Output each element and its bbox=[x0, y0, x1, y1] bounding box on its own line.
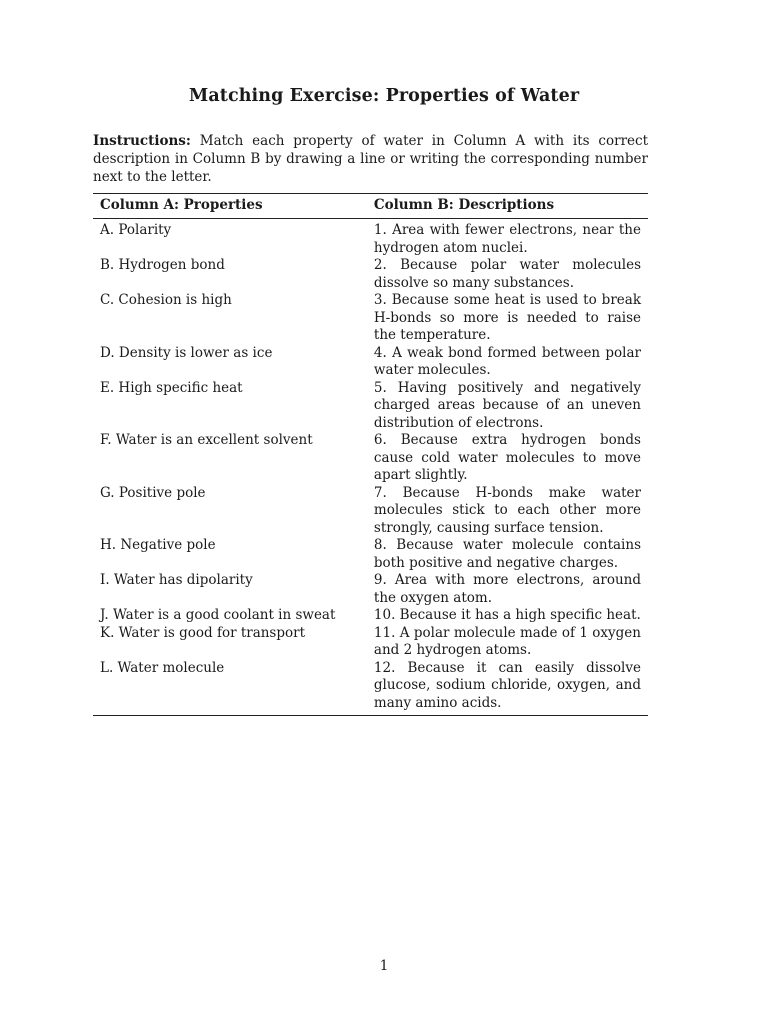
property-cell: F. Water is an excellent solvent bbox=[100, 432, 313, 448]
page-title: Matching Exercise: Properties of Water bbox=[188, 86, 580, 106]
page-number: 1 bbox=[379, 958, 389, 974]
property-cell: B. Hydrogen bond bbox=[100, 257, 225, 273]
property-cell: K. Water is good for transport bbox=[100, 624, 306, 641]
property-cell: C. Cohesion is high bbox=[100, 292, 232, 308]
description-cell: 7. Because H-bonds make water molecules stick to each other more strongly, causing surface tension. bbox=[373, 484, 641, 536]
description-cell: 11. A polar molecule made of 1 oxygen and 2 hydrogen atoms. bbox=[373, 624, 641, 658]
table-row bbox=[93, 485, 648, 538]
column-b-header: Column B: Descriptions bbox=[367, 194, 648, 219]
property-cell: L. Water molecule bbox=[100, 659, 225, 676]
table-row bbox=[93, 345, 648, 380]
table-row bbox=[93, 432, 648, 485]
matching-table bbox=[93, 193, 648, 716]
table-row bbox=[93, 219, 648, 258]
description-cell: 1. Area with fewer electrons, near the hydrogen atom nuclei. bbox=[373, 222, 641, 256]
description-cell: 8. Because water molecule contains both positive and negative charges. bbox=[373, 537, 641, 571]
description-cell: 3. Because some heat is used to break H-bonds so more is needed to raise the temperature. bbox=[373, 292, 641, 343]
property-cell: I. Water has dipolarity bbox=[100, 572, 253, 588]
table-row bbox=[93, 572, 648, 607]
table-row bbox=[93, 257, 648, 292]
property-cell: A. Polarity bbox=[100, 222, 172, 238]
table-row bbox=[93, 607, 648, 625]
description-cell: 6. Because extra hydrogen bonds cause cold water molecules to move apart slightly. bbox=[373, 432, 641, 483]
description-cell: 4. A weak bond formed between polar water molecules. bbox=[373, 344, 641, 378]
column-a-header: Column A: Properties bbox=[93, 194, 367, 219]
property-cell: H. Negative pole bbox=[100, 537, 216, 553]
instructions-label: Instructions: bbox=[93, 133, 191, 149]
instructions bbox=[93, 132, 648, 186]
description-cell: 9. Area with more electrons, around the oxygen atom. bbox=[373, 572, 641, 606]
table-row bbox=[93, 625, 648, 660]
table-header-row bbox=[93, 194, 648, 219]
property-cell: E. High specific heat bbox=[100, 379, 243, 396]
table-row bbox=[93, 537, 648, 572]
table-row bbox=[93, 380, 648, 433]
description-cell: 10. Because it has a high specific heat. bbox=[373, 607, 641, 623]
instructions-text: Match each property of water in Column A with its correct description in Column B by drawing a line or writing the corresponding number next to the letter. bbox=[93, 133, 648, 185]
property-cell: G. Positive pole bbox=[100, 484, 206, 501]
property-cell: D. Density is lower as ice bbox=[100, 344, 273, 361]
table-row bbox=[93, 292, 648, 345]
description-cell: 12. Because it can easily dissolve glucose, sodium chloride, oxygen, and many amino acids. bbox=[373, 659, 641, 711]
property-cell: J. Water is a good coolant in sweat bbox=[100, 607, 336, 623]
table-row bbox=[93, 660, 648, 716]
description-cell: 2. Because polar water molecules dissolve so many substances. bbox=[373, 257, 641, 291]
description-cell: 5. Having positively and negatively charged areas because of an uneven distribution of electrons. bbox=[373, 379, 641, 431]
